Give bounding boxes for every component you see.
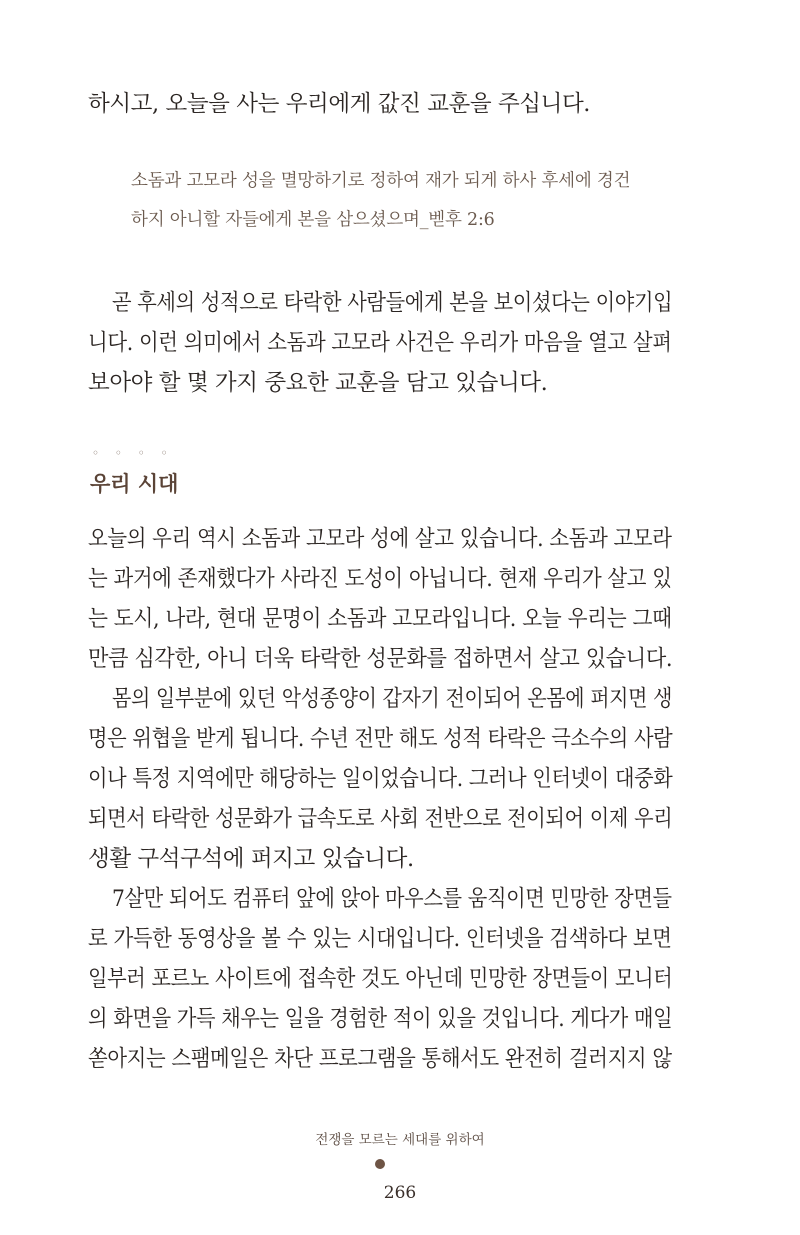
body-line: 일부러 포르노 사이트에 접속한 것도 아닌데 민망한 장면들이 모니터 xyxy=(88,966,673,992)
body-line: 만큼 심각한, 아니 더욱 타락한 성문화를 접하면서 살고 있습니다. xyxy=(88,646,673,672)
body-line: 명은 위협을 받게 됩니다. 수년 전만 해도 성적 타락은 극소수의 사람 xyxy=(88,726,673,752)
paragraph-line: 니다. 이런 의미에서 소돔과 고모라 사건은 우리가 마음을 열고 살펴 xyxy=(88,330,672,356)
intro-line: 하시고, 오늘을 사는 우리에게 값진 교훈을 주십니다. xyxy=(88,91,591,117)
paragraph-line: 곧 후세의 성적으로 타락한 사람들에게 본을 보이셨다는 이야기입 xyxy=(112,290,673,316)
quote-line: 소돔과 고모라 성을 멸망하기로 정하여 재가 되게 하사 후세에 경건 xyxy=(131,171,631,191)
body-line: 몸의 일부분에 있던 악성종양이 갑자기 전이되어 온몸에 퍼지면 생 xyxy=(112,686,673,712)
body-line: 되면서 타락한 성문화가 급속도로 사회 전반으로 전이되어 이제 우리 xyxy=(88,806,673,832)
quote-line: 하지 아니할 자들에게 본을 삼으셨으며_벧후 2:6 xyxy=(131,210,495,230)
body-line: 생활 구석구석에 퍼지고 있습니다. xyxy=(88,846,414,872)
section-heading: 우리 시대 xyxy=(90,472,179,496)
body-line: 는 도시, 나라, 현대 문명이 소돔과 고모라입니다. 오늘 우리는 그때 xyxy=(88,606,672,632)
page-number: 266 xyxy=(383,1183,417,1203)
paragraph-line: 보아야 할 몇 가지 중요한 교훈을 담고 있습니다. xyxy=(88,370,548,396)
body-line: 이나 특정 지역에만 해당하는 일이었습니다. 그러나 인터넷이 대중화 xyxy=(88,766,673,792)
body-line: 의 화면을 가득 채우는 일을 경험한 적이 있을 것입니다. 게다가 매일 xyxy=(88,1006,673,1032)
body-line: 오늘의 우리 역시 소돔과 고모라 성에 살고 있습니다. 소돔과 고모라 xyxy=(88,526,672,552)
body-line: 7살만 되어도 컴퓨터 앞에 앉아 마우스를 움직이면 민망한 장면들 xyxy=(112,886,672,912)
footer-bullet-icon xyxy=(375,1159,385,1169)
section-ornament-dots: ◦ ◦ ◦ ◦ xyxy=(92,446,174,460)
running-title: 전쟁을 모르는 세대를 위하여 xyxy=(315,1132,485,1148)
body-line: 쏟아지는 스팸메일은 차단 프로그램을 통해서도 완전히 걸러지지 않 xyxy=(88,1046,672,1072)
body-line: 는 과거에 존재했다가 사라진 도성이 아닙니다. 현재 우리가 살고 있 xyxy=(88,566,672,592)
body-line: 로 가득한 동영상을 볼 수 있는 시대입니다. 인터넷을 검색하다 보면 xyxy=(88,926,672,952)
